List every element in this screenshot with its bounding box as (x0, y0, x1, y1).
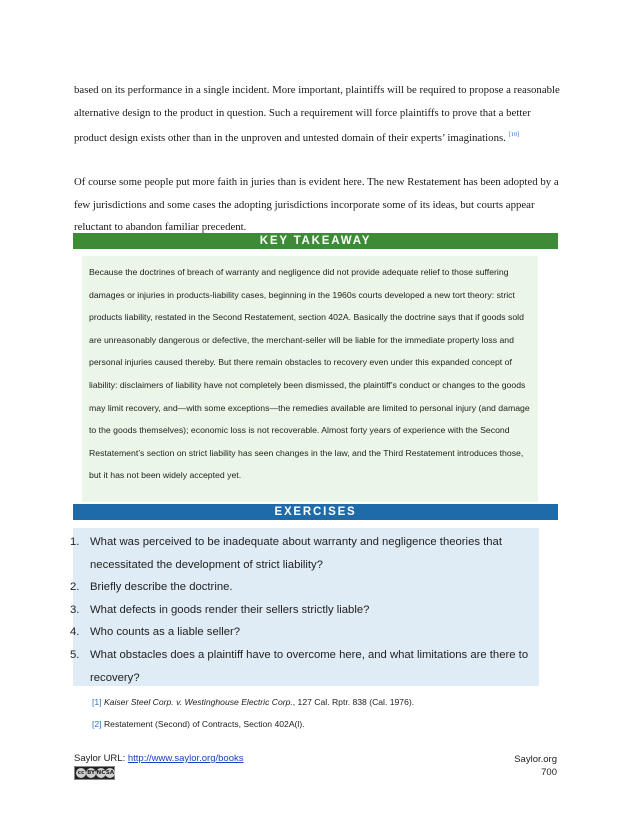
key-takeaway-heading: KEY TAKEAWAY (73, 233, 558, 249)
footnote (92, 716, 532, 738)
footnotes (92, 694, 532, 738)
exercise-number: 5. (70, 648, 80, 661)
case-name: Kaiser Steel Corp. v. Westinghouse Electric Corp. (103, 697, 293, 707)
source-link[interactable]: http://www.saylor.org/books (127, 753, 244, 764)
footnote (92, 694, 532, 716)
exercise-list (70, 531, 540, 689)
exercise-number: 2. (70, 581, 80, 594)
footnote-citation: Restatement (Second) of Contracts, Section 402A(l). (103, 719, 305, 729)
exercise-item (70, 644, 540, 689)
sa-glyph: SA (105, 770, 115, 776)
exercise-number: 4. (70, 626, 80, 639)
exercises-heading: EXERCISES (73, 504, 558, 520)
by-glyph: BY (87, 770, 95, 776)
body-paragraph: Of course some people put more faith in juries than is evident here. The new Restatement has been adopted by a few jurisdictions and some cases the adopting jurisdictions incorporate some of its ideas, but courts appear reluctant to abandon familiar precedent. (74, 176, 559, 233)
cc-glyph: cc (77, 770, 85, 776)
footer-page-info (514, 753, 557, 779)
exercise-text: What was perceived to be inadequate about warranty and negligence theories that necessitated the development of strict liability? (90, 536, 502, 571)
exercise-item (70, 621, 540, 644)
exercise-number: 1. (70, 536, 80, 548)
exercise-text: What obstacles does a plaintiff have to overcome here, and what limitations are there to recovery? (90, 648, 529, 684)
footnote-link[interactable]: [1] (92, 697, 102, 707)
site-name: Saylor.org (514, 754, 557, 765)
exercise-item (70, 599, 540, 622)
footnote-link[interactable]: [2] (92, 719, 102, 729)
exercise-text: Who counts as a liable seller? (90, 626, 241, 639)
key-takeaway-text: Because the doctrines of breach of warranty and negligence did not provide adequate relief to those suffering damages or injuries in products-liability cases, beginning in the 1960s courts developed a new tort theory: strict products liability, restated in the Second Restatement, section 402A. Basically the doctrine says that if goods sold are unreasonably dangerous or defective, the merchant-seller will be liable for the immediate property loss and personal injuries caused thereby. But there remain obstacles to recovery even under this expanded concept of liability: disclaimers of liability have not completely been dismissed, the plaintiff’s conduct or changes to the goods may limit recovery, and—with some exceptions—the remedies available are limited to personal injury (and damage to the goods themselves); economic loss is not recoverable. Almost forty years of experience with the Second Restatement’s section on strict liability has seen changes in the law, and the Third Restatement introduces those, but it has not been widely accepted yet. (89, 267, 530, 481)
exercise-text: What defects in goods render their sellers strictly liable? (90, 603, 370, 616)
cc-by-nc-sa-icon[interactable] (74, 766, 115, 780)
page-number: 700 (541, 767, 557, 778)
footnote-citation: , 127 Cal. Rptr. 838 (Cal. 1976). (292, 697, 415, 707)
source-label: Saylor URL: (74, 753, 126, 764)
exercise-item (70, 576, 540, 599)
footer-source (74, 753, 244, 764)
body-paragraph (74, 79, 560, 150)
nc-glyph: NC (96, 770, 106, 776)
paragraph-text: based on its performance in a single incident. More important, plaintiffs will be required to propose a reasonable alternative design to the product in question. Such a requirement will force plaintiffs to prove that a better product design exists other than in the unproven and untested domain of their experts’ imaginations. (74, 84, 560, 144)
exercise-text: Briefly describe the doctrine. (90, 581, 233, 594)
exercise-number: 3. (70, 603, 80, 616)
footnote-reference[interactable]: [10] (508, 131, 520, 138)
exercise-item (70, 531, 540, 576)
